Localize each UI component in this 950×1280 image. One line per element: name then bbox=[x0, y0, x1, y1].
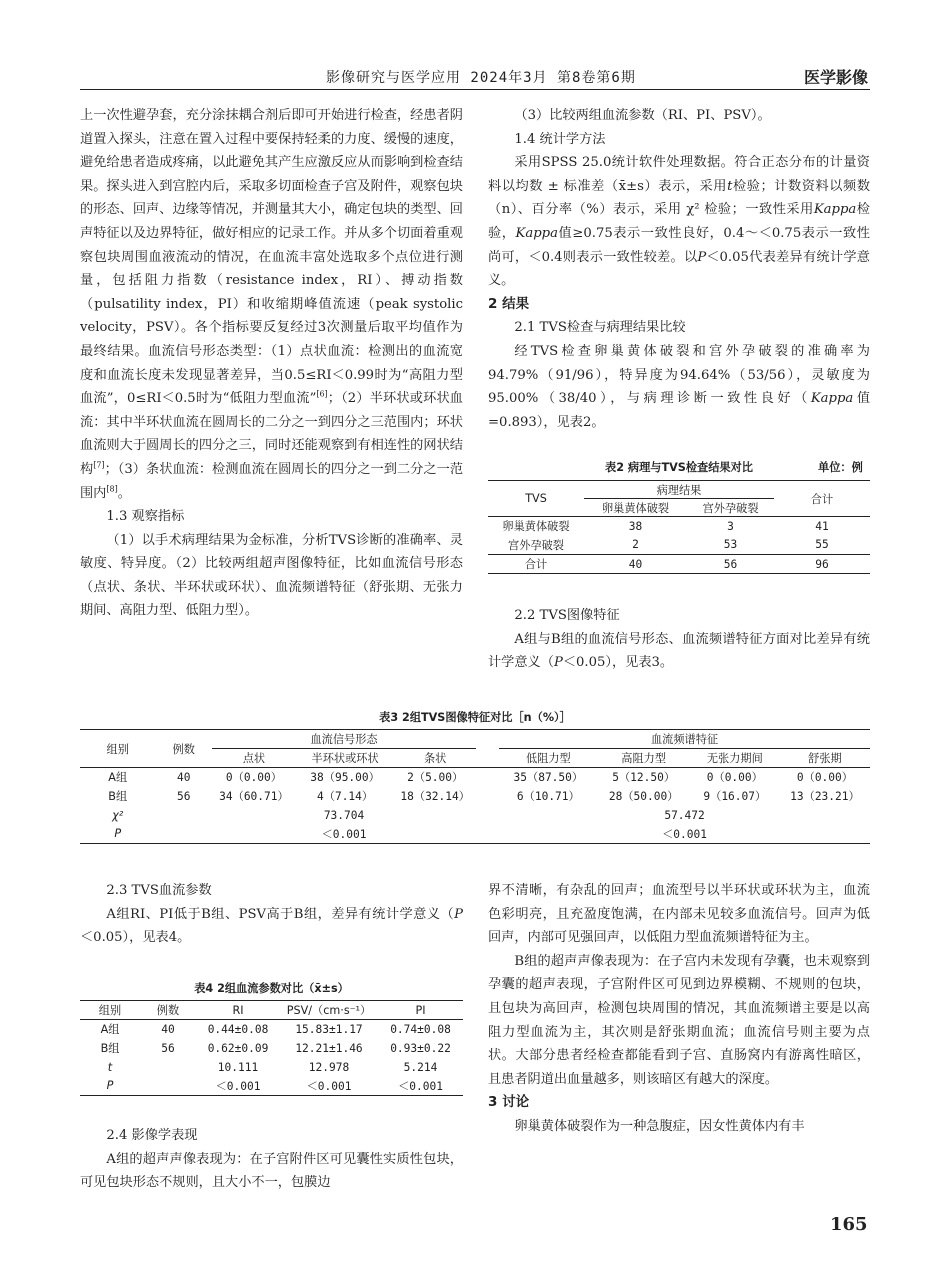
table-row: 卵巢黄体破裂 38 3 41 bbox=[502, 519, 829, 534]
group-b-imaging-paragraph: B组的超声声像表现为：在子宫内未发现有孕囊，也未观察到孕囊的超声表现，子宫附件区可见到边界模糊、不规则的包块，且包块为高回声，检测包块周围的情况，其血流频谱主要是以高阻力型血流为主，其次则是舒张期血流；血流信号则主要为点状。大部分患者经检查都能看到子宫、直肠窝内有游离性暗区，且患者阴道出血量越多，则该暗区有越大的深度。 bbox=[488, 953, 870, 1087]
group-a-continued-paragraph: 界不清晰，有杂乱的回声；血流型号以半环状或环状为主，血流色彩明亮，且充盈度饱满，在内部未见较多血流信号。回声为低回声，内部可见强回声，以低阻力型血流频谱特征为主。 bbox=[488, 883, 870, 946]
table4-header: 例数 bbox=[140, 1001, 196, 1020]
discussion-paragraph: 卵巢黄体破裂作为一种急腹症，因女性黄体内有丰 bbox=[514, 1118, 805, 1134]
table3-header-group: 组别 bbox=[80, 730, 155, 768]
methods-paragraph: 上一次性避孕套，充分涂抹耦合剂后即可开始进行检查，经患者阴道置入探头，注意在置入过程中要保持轻柔的力度、缓慢的速度，避免给患者造成疼痛，以此避免其产生应激反应从而影响到检查结果。探头进入到宫腔内后，采取多切面检查子宫及附件，观察包块的形态、回声、边缘等情况，并测量其大小，确定包块的类型、回声特征以及边界特征，做好相应的记录工作。并从多个切面着重观察包块周围血液流动的情况，在血流丰富处选取多个点位进行测量，包括阻力指数（resistance index，RI）、搏动指数（pulsatility index，PI）和收缩期峰值流速（peak systolic velocity，PSV）。各个指标要反复经过3次测量后取平均值作为最终结果。血流信号形态类型：（1）点状血流：检测出的血流宽度和血流长度未发现显著差异，当0.5≤RI＜0.99时为“高阻力型血流”，0≤RI＜0.5时为“低阻力型血流”[6]；（2）半环状或环状血流：其中半环状血流在圆周长的二分之一到四分之三范围内；环状血流则大于圆周长的四分之三，同时还能观察到有相连性的网状结构[7]；（3）条状血流：检测血流在圆周长的四分之一到二分之一范围内[8]。 bbox=[80, 108, 464, 501]
table4-header: PI bbox=[378, 1001, 463, 1020]
citation: [6] bbox=[316, 389, 328, 399]
section-heading-1-3: 1.3 观察指标 bbox=[106, 509, 185, 525]
section-heading-2-3: 2.3 TVS血流参数 bbox=[106, 883, 212, 898]
table3-subheader: 点状 bbox=[212, 749, 296, 768]
table3-caption: 表3 2组TVS图像特征对比［n（%）］ bbox=[379, 711, 571, 724]
table4-caption: 表4 2组血流参数对比（x̄±s） bbox=[194, 982, 349, 995]
table3-subheader: 舒张期 bbox=[780, 749, 870, 768]
table3-subheader: 条状 bbox=[394, 749, 476, 768]
section-heading-3: 3 讨论 bbox=[488, 1094, 530, 1111]
table-row: A组 40 0（0.00） 38（95.00） 2（5.00） 35（87.50） 5（12.50） 0（0.00） 0（0.00） bbox=[108, 770, 853, 785]
table2-subheader: 宫外孕破裂 bbox=[687, 499, 774, 517]
section-heading-2-1: 2.1 TVS检查与病理结果比较 bbox=[514, 320, 686, 336]
section-heading-2-2: 2.2 TVS图像特征 bbox=[514, 608, 620, 623]
table-row: 合计 40 56 96 bbox=[488, 555, 870, 574]
table-row: B组 56 0.62±0.09 12.21±1.46 0.93±0.22 bbox=[100, 1041, 451, 1055]
table-row: χ² 73.704 57.472 bbox=[112, 808, 705, 822]
table-row: P ＜0.001 ＜0.001 bbox=[80, 825, 870, 844]
table3-header-n: 例数 bbox=[155, 730, 212, 768]
journal-info: 影像研究与医学应用 2024年3月 第8卷第6期 bbox=[326, 70, 636, 86]
table2-header-total: 合计 bbox=[774, 481, 870, 517]
citation: [7] bbox=[93, 460, 105, 470]
table2-subheader: 卵巢黄体破裂 bbox=[584, 499, 687, 517]
table2-unit: 单位：例 bbox=[818, 461, 863, 474]
page-number: 165 bbox=[830, 1214, 868, 1235]
table-row: t 10.111 12.978 5.214 bbox=[107, 1060, 438, 1074]
table4-header: RI bbox=[196, 1001, 280, 1020]
blood-flow-paragraph: A组RI、PI低于B组、PSV高于B组，差异有统计学意义（P＜0.05），见表4。 bbox=[80, 906, 463, 946]
section-heading-2-4: 2.4 影像学表现 bbox=[106, 1128, 198, 1143]
table2-header-tvs: TVS bbox=[488, 481, 584, 517]
stats-paragraph: 采用SPSS 25.0统计软件处理数据。符合正态分布的计量资料以均数 ± 标准差（x̄±s）表示，采用t检验；计数资料以频数（n）、百分率（%）表示，采用 χ² 检验；一致性采用Kappa检验，Kappa值≥0.75表示一致性良好，0.4～＜0.75表示一致性尚可，＜0.4则表示一致性较差。以P＜0.05代表差异有统计学意义。 bbox=[488, 155, 871, 289]
results-paragraph: 经TVS检查卵巢黄体破裂和宫外孕破裂的准确率为94.79%（91/96），特异度为94.64%（53/56），灵敏度为95.00%（38/40），与病理诊断一致性良好（Kappa值=0.893），见表2。 bbox=[488, 343, 870, 430]
table3-subheader: 低阻力型 bbox=[499, 749, 597, 768]
left-column-bottom bbox=[80, 879, 463, 950]
table4-header: PSV/（cm·s⁻¹） bbox=[280, 1001, 378, 1020]
table-row: A组 40 0.44±0.08 15.83±1.17 0.74±0.08 bbox=[100, 1022, 451, 1037]
section-title: 医学影像 bbox=[803, 68, 868, 87]
table3-subheader: 高阻力型 bbox=[598, 749, 690, 768]
table4 bbox=[80, 1000, 463, 1096]
table2-header-pathology: 病理结果 bbox=[584, 481, 774, 499]
table4-header: 组别 bbox=[80, 1001, 140, 1020]
param-compare-paragraph: （3）比较两组血流参数（RI、PI、PSV）。 bbox=[514, 108, 771, 123]
running-header bbox=[80, 64, 870, 90]
left-column-bottom2 bbox=[80, 1124, 463, 1195]
table-row: 宫外孕破裂 2 53 55 bbox=[488, 536, 870, 555]
table2-caption: 表2 病理与TVS检查结果对比 bbox=[605, 461, 753, 474]
table-row: P ＜0.001 ＜0.001 ＜0.001 bbox=[80, 1077, 463, 1096]
right-column-mid bbox=[488, 604, 870, 675]
citation: [8] bbox=[106, 484, 118, 494]
right-column-top bbox=[488, 104, 870, 434]
right-column-bottom bbox=[488, 879, 870, 1139]
table3-subheader: 无张力期间 bbox=[690, 749, 780, 768]
table3-header-shape: 血流信号形态 bbox=[212, 730, 476, 749]
image-features-paragraph: A组与B组的血流信号形态、血流频谱特征方面对比差异有统计学意义（P＜0.05），见表3。 bbox=[488, 631, 870, 671]
table2 bbox=[488, 480, 870, 574]
table-row: B组 56 34（60.71） 4（7.14） 18（32.14） 6（10.71） 28（50.00） 9（16.07） 13（23.21） bbox=[108, 789, 860, 803]
table3-subheader: 半环状或环状 bbox=[296, 749, 394, 768]
left-column-top bbox=[80, 104, 463, 623]
observation-paragraph: （1）以手术病理结果为金标准，分析TVS诊断的准确率、灵敏度、特异度。（2）比较两组超声图像特征，比如血流信号形态（点状、条状、半环状或环状）、血流频谱特征（舒张期、无张力期间、高阻力型、低阻力型）。 bbox=[80, 532, 463, 619]
section-heading-2: 2 结果 bbox=[488, 295, 530, 312]
group-a-imaging-paragraph: A组的超声声像表现为：在子宫附件区可见囊性实质性包块，可见包块形态不规则，且大小不一，包膜边 bbox=[80, 1151, 463, 1191]
section-heading-1-4: 1.4 统计学方法 bbox=[514, 131, 606, 147]
table3 bbox=[80, 729, 870, 844]
table3-header-spectrum: 血流频谱特征 bbox=[499, 730, 870, 749]
